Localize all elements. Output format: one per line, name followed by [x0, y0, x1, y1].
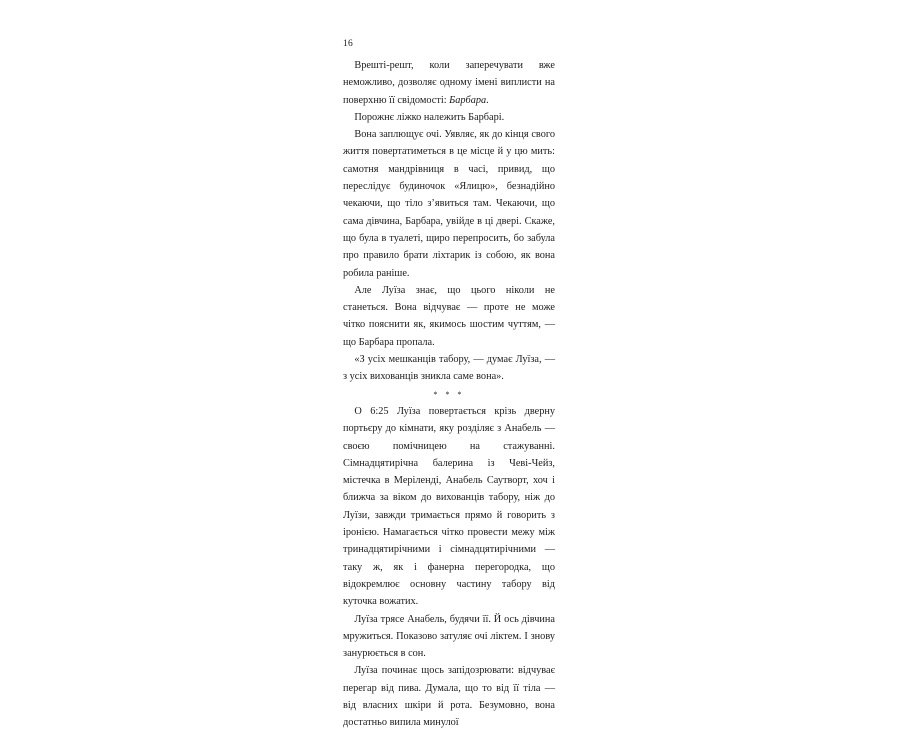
paragraph: «З усіх мешканців табору, — думає Луїза, — з усіх вихованців зникла саме вона». — [343, 354, 555, 383]
paragraph — [343, 57, 555, 109]
scene-break: * * * — [433, 389, 465, 399]
paragraph: Порожнє ліжко належить Барбарі. — [354, 111, 505, 123]
paragraph: Але Луїза знає, що цього ніколи не станеться. Вона відчуває — проте не може чітко пояснити як, якимось шостим чуттям, — що Барбара пропала. — [343, 284, 555, 348]
emphasized-name: Барбара — [449, 94, 487, 106]
text-run: . — [486, 94, 489, 106]
page-text — [343, 57, 555, 732]
paragraph: Луїза трясе Анабель, будячи її. Й ось дівчина мружиться. Показово затуляє очі ліктем. І знову занурюється в сон. — [343, 613, 555, 660]
page-number: 16 — [343, 39, 353, 49]
paragraph: О 6:25 Луїза повертається крізь дверну портьєру до кімнати, яку розділяє з Анабель — своєю помічницею на стажуванні. Сімнадцятирічна балерина із Чеві-Чейз, містечка в Меріленді, Анабель Саутворт, хоч і ближча за віком до вихованців табору, ніж до Луїзи, завжди тримається прямо й говорить з іронією. Намагається чітко провести межу між тринадцятирічними і сімнадцятирічними — таку ж, як і фанерна перегородка, що відокремлює основну частину табору від куточка вожатих. — [343, 405, 555, 608]
text-run: Врешті-решт, коли заперечувати вже неможливо, дозволяє одному імені виплисти на поверхню її свідомості: — [343, 60, 555, 106]
paragraph: Луїза починає щось запідозрювати: відчуває перегар від пива. Думала, що то від її тіла — від власних шкіри й рота. Безумовно, вона достатньо випила минулої — [343, 665, 555, 729]
paragraph: Вона заплющує очі. Уявляє, як до кінця свого життя повертатиметься в це місце й у цю мить: самотня мандрівниця в часі, привид, що переслідує будиночок «Ялицю», безнадійно чекаючи, що тіло з’явиться там. Чекаючи, що сама дівчина, Барбара, увійде в ці двері. Скаже, що була в туалеті, щиро перепросить, бо забула про правило брати ліхтарик із собою, як вона робила раніше. — [343, 129, 555, 279]
book-page — [343, 37, 555, 729]
